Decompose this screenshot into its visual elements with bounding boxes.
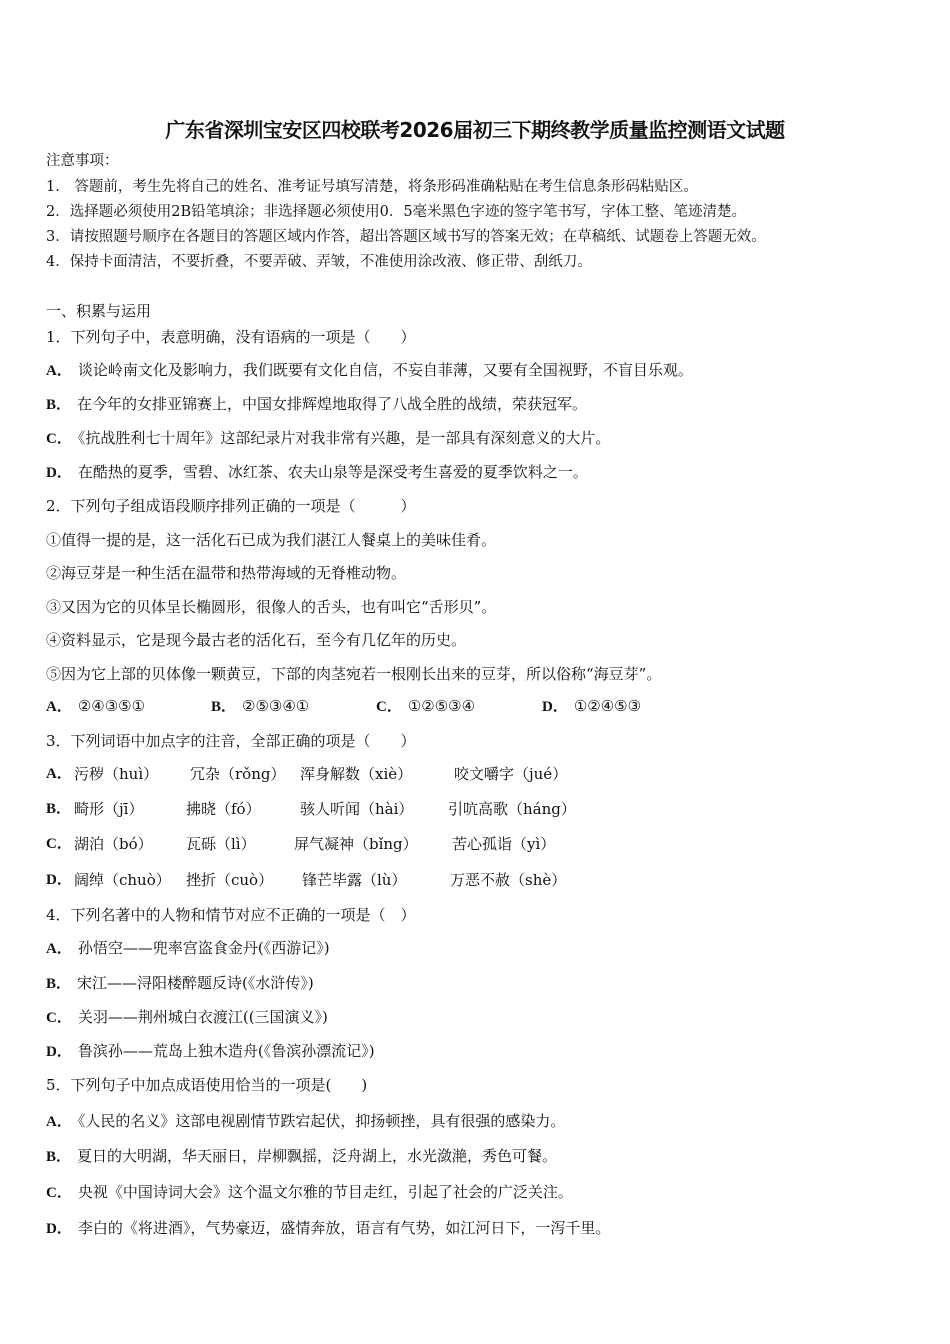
option-label: C． [46,1010,72,1026]
option-text: 在今年的女排亚锦赛上，中国女排辉煌地取得了八战全胜的战绩，荣获冠军。 [77,395,588,413]
option-text: 关羽——荆州城白衣渡江((三国演义》) [77,1008,328,1026]
question-2-stem: 2．下列句子组成语段顺序排列正确的一项是（ ） [46,497,416,515]
note-item: 1. 答题前，考生先将自己的姓名、准考证号填写清楚，将条形码准确粘贴在考生信息条形码粘贴区。 [46,179,698,195]
q5-option-c [46,1182,573,1203]
q2-options [46,696,926,716]
option-label: B． [46,976,72,992]
q2-sentence: ①值得一提的是，这一活化石已成为我们湛江人餐桌上的美味佳肴。 [46,531,497,549]
q5-option-b [46,1146,557,1167]
option-word: 冗杂（rǒng） [190,765,286,783]
question-4-stem: 4．下列名著中的人物和情节对应不正确的一项是（ ） [46,906,416,924]
option-word: 屏气凝神（bǐng） [294,835,418,853]
option-word: 浑身解数（xiè） [300,765,413,783]
q1-option-b [46,394,587,415]
option-label: A． [46,1114,72,1130]
option-label: C． [46,431,72,447]
option-label: C． [46,1185,72,1201]
q3-option-d [46,870,926,890]
option-word: 咬文嚼字（jué） [454,765,568,783]
option-label: B． [46,801,72,817]
q5-option-d [46,1218,610,1239]
option-label: B． [46,397,72,413]
q3-option-c [46,834,926,854]
option-word: 湖泊（bó） [74,835,153,853]
q2-sentence: ②海豆芽是一种生活在温带和热带海域的无脊椎动物。 [46,564,407,582]
option-text: ①②⑤③④ [407,697,476,715]
option-word: 阔绰（chuò） [74,871,171,889]
q1-option-d [46,462,588,483]
q2-option-b [211,696,309,717]
q4-option-c [46,1007,328,1028]
option-label: A． [46,699,72,715]
option-text: 《抗战胜利七十周年》这部纪录片对我非常有兴趣，是一部具有深刻意义的大片。 [77,429,611,447]
q1-option-a [46,360,693,381]
option-text: ②⑤③④① [242,697,310,715]
option-label: C． [376,699,402,715]
option-label: A． [46,766,72,782]
q1-option-c [46,428,610,449]
q2-option-a [46,696,145,717]
option-word: 瓦砾（lì） [186,835,256,853]
option-text: 谈论岭南文化及影响力，我们既要有文化自信，不妄自菲薄，又要有全国视野，不盲目乐观。 [77,361,693,379]
option-text: 李白的《将进酒》，气势豪迈，盛情奔放，语言有气势，如江河日下，一泻千里。 [77,1219,611,1237]
option-text: 《人民的名义》这部电视剧情节跌宕起伏，抑扬顿挫，具有很强的感染力。 [77,1112,566,1130]
section-heading: 一、积累与运用 [46,302,152,320]
q2-sentence: ⑤因为它上部的贝体像一颗黄豆，下部的肉茎宛若一根刚长出来的豆芽，所以俗称“海豆芽”。 [46,665,662,683]
q4-option-a [46,938,330,959]
option-label: D． [46,465,72,481]
option-word: 引吭高歌（háng） [448,800,576,818]
q3-option-b [46,799,926,819]
option-text: 央视《中国诗词大会》这个温文尔雅的节目走红，引起了社会的广泛关注。 [77,1183,573,1201]
option-label: C． [46,836,72,852]
page-title: 广东省深圳宝安区四校联考2026届初三下期终教学质量监控测语文试题 [165,118,785,142]
option-label: D． [542,699,568,715]
note-item: 2．选择题必须使用2B铅笔填涂；非选择题必须使用0．5毫米黑色字迹的签字笔书写，字体工整、笔迹清楚。 [46,204,747,220]
option-word: 拂晓（fó） [186,800,261,818]
option-word: 苦心孤诣（yì） [452,835,556,853]
option-word: 锋芒毕露（lù） [302,871,407,889]
option-label: A． [46,363,72,379]
option-word: 畸形（jī） [74,800,144,818]
option-label: B． [211,699,237,715]
option-text: ①②④⑤③ [573,697,642,715]
q2-option-c [376,696,475,717]
option-text: 在酷热的夏季，雪碧、冰红茶、农夫山泉等是深受考生喜爱的夏季饮料之一。 [77,463,588,481]
option-label: B． [46,1149,72,1165]
option-label: D． [46,1044,72,1060]
q3-option-a [46,764,926,784]
note-item: 3．请按照题号顺序在各题目的答题区域内作答，超出答题区域书写的答案无效；在草稿纸、试题卷上答题无效。 [46,229,766,245]
q4-option-d [46,1041,375,1062]
q5-option-a [46,1111,565,1132]
option-text: 鲁滨孙——荒岛上独木造舟(《鲁滨孙漂流记》) [77,1042,375,1060]
q4-option-b [46,973,314,994]
option-label: A． [46,941,72,957]
question-1-stem: 1．下列句子中，表意明确，没有语病的一项是（ ） [46,328,416,346]
q2-option-d [542,696,641,717]
option-word: 万恶不赦（shè） [450,871,567,889]
option-label: D． [46,872,72,888]
q2-sentence: ③又因为它的贝体呈长椭圆形，很像人的舌头，也有叫它“舌形贝”。 [46,598,497,616]
option-text: 宋江——浔阳楼醉题反诗(《水浒传》) [77,974,314,992]
question-5-stem: 5．下列句子中加点成语使用恰当的一项是( ) [46,1076,368,1094]
option-text: 夏日的大明湖，华天丽日，岸柳飘摇，泛舟湖上，水光潋滟，秀色可餐。 [77,1147,558,1165]
note-item: 4．保持卡面清洁，不要折叠，不要弄破、弄皱，不准使用涂改液、修正带、刮纸刀。 [46,254,592,270]
option-label: D． [46,1221,72,1237]
option-text: 孙悟空——兜率宫盗食金丹(《西游记》) [77,939,330,957]
option-text: ②④③⑤① [77,697,146,715]
q2-sentence: ④资料显示，它是现今最古老的活化石，至今有几亿年的历史。 [46,631,467,649]
notes-heading: 注意事项： [46,153,119,169]
question-3-stem: 3．下列词语中加点字的注音，全部正确的项是（ ） [46,732,416,750]
option-word: 污秽（huì） [74,765,159,783]
option-word: 骇人听闻（hài） [300,800,414,818]
option-word: 挫折（cuò） [186,871,274,889]
